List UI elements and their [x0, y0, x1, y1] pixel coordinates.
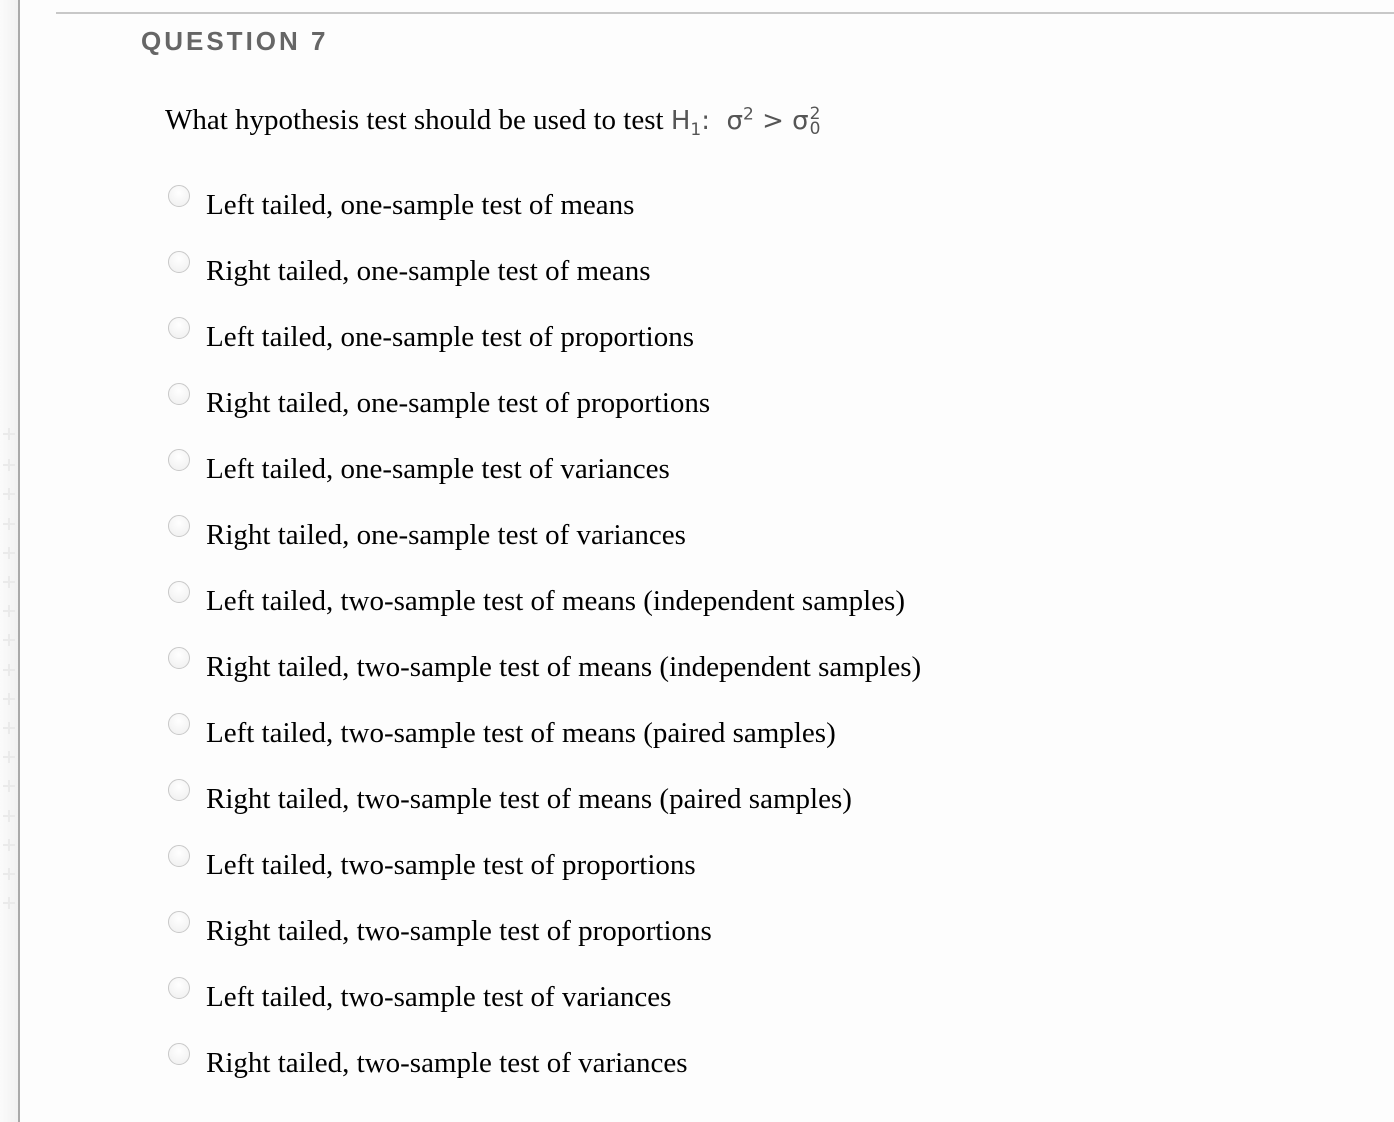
- drag-plus-icon: [3, 547, 15, 559]
- radio-button[interactable]: [168, 647, 190, 669]
- option-label[interactable]: Left tailed, two-sample test of means (independent samples): [206, 585, 906, 617]
- radio-button[interactable]: [168, 581, 190, 603]
- option-label[interactable]: Left tailed, two-sample test of proportions: [206, 849, 696, 881]
- option-label[interactable]: Right tailed, one-sample test of variances: [206, 519, 686, 551]
- option-8[interactable]: [168, 645, 921, 711]
- left-border: [18, 0, 20, 1122]
- radio-button[interactable]: [168, 713, 190, 735]
- option-2[interactable]: [168, 249, 921, 315]
- option-10[interactable]: [168, 777, 921, 843]
- sigma0-scripts: [809, 103, 821, 139]
- option-label[interactable]: Left tailed, two-sample test of means (paired samples): [206, 717, 836, 749]
- option-label[interactable]: Left tailed, one-sample test of proportions: [206, 321, 695, 353]
- sigma0-symbol: σ: [792, 106, 809, 136]
- colon: :: [701, 106, 710, 136]
- drag-plus-icon: [3, 751, 15, 763]
- drag-plus-icon: [3, 605, 15, 617]
- option-4[interactable]: [168, 381, 921, 447]
- option-label[interactable]: Left tailed, two-sample test of variances: [206, 981, 672, 1013]
- option-label[interactable]: Right tailed, two-sample test of means (paired samples): [206, 783, 852, 815]
- drag-plus-icon: [3, 664, 15, 676]
- drag-plus-icon: [3, 428, 15, 440]
- radio-button[interactable]: [168, 515, 190, 537]
- option-14[interactable]: [168, 1041, 921, 1107]
- sigma-symbol: σ: [726, 106, 744, 136]
- question-title: QUESTION 7: [141, 26, 329, 56]
- drag-plus-icon: [3, 722, 15, 734]
- radio-button[interactable]: [168, 449, 190, 471]
- option-13[interactable]: [168, 975, 921, 1041]
- option-9[interactable]: [168, 711, 921, 777]
- drag-plus-icon: [3, 780, 15, 792]
- option-5[interactable]: [168, 447, 921, 513]
- hypothesis-formula: [670, 103, 821, 141]
- option-11[interactable]: [168, 843, 921, 909]
- option-label[interactable]: Right tailed, two-sample test of variances: [206, 1047, 688, 1079]
- drag-plus-icon: [3, 634, 15, 646]
- option-label[interactable]: Left tailed, one-sample test of variances: [206, 453, 670, 485]
- option-label[interactable]: Right tailed, one-sample test of proportions: [206, 387, 711, 419]
- h-subscript: 1: [690, 120, 702, 141]
- radio-button[interactable]: [168, 251, 190, 273]
- option-7[interactable]: [168, 579, 921, 645]
- option-label[interactable]: Left tailed, one-sample test of means: [206, 189, 635, 221]
- radio-button[interactable]: [168, 845, 190, 867]
- drag-plus-icon: [3, 839, 15, 851]
- drag-plus-icon: [3, 810, 15, 822]
- radio-button[interactable]: [168, 383, 190, 405]
- radio-button[interactable]: [168, 779, 190, 801]
- option-12[interactable]: [168, 909, 921, 975]
- drag-plus-icon: [3, 897, 15, 909]
- radio-button[interactable]: [168, 1043, 190, 1065]
- drag-plus-icon: [3, 576, 15, 588]
- radio-button[interactable]: [168, 185, 190, 207]
- drag-plus-icon: [3, 518, 15, 530]
- greater-than: >: [762, 106, 784, 136]
- left-gutter: [0, 0, 18, 1122]
- option-label[interactable]: Right tailed, two-sample test of proportions: [206, 915, 712, 947]
- question-prompt-text: What hypothesis test should be used to test: [165, 104, 664, 136]
- answer-options: [168, 183, 921, 1107]
- sigma0-subscript: 0: [809, 118, 821, 139]
- drag-plus-icon: [3, 488, 15, 500]
- option-label[interactable]: Right tailed, one-sample test of means: [206, 255, 651, 287]
- drag-plus-icon: [3, 693, 15, 705]
- radio-button[interactable]: [168, 317, 190, 339]
- drag-plus-icon: [3, 868, 15, 880]
- h-symbol: H: [670, 106, 691, 136]
- option-1[interactable]: [168, 183, 921, 249]
- sigma0-superscript: 2: [809, 103, 821, 124]
- drag-plus-icon: [3, 459, 15, 471]
- question-prompt: [165, 104, 820, 140]
- radio-button[interactable]: [168, 977, 190, 999]
- question-divider: [56, 12, 1394, 14]
- radio-button[interactable]: [168, 911, 190, 933]
- option-3[interactable]: [168, 315, 921, 381]
- sigma-superscript: 2: [743, 104, 754, 125]
- option-label[interactable]: Right tailed, two-sample test of means (independent samples): [206, 651, 922, 683]
- option-6[interactable]: [168, 513, 921, 579]
